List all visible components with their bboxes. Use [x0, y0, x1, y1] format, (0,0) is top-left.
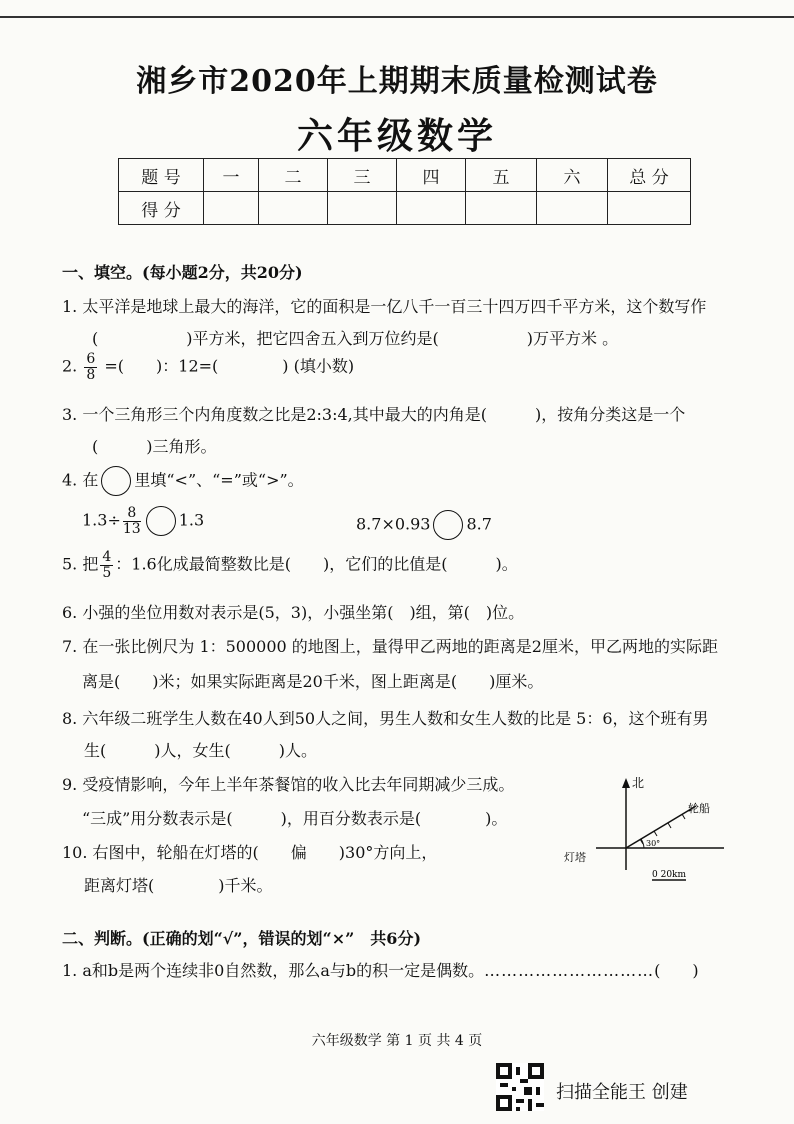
question-4-line-1: [62, 466, 304, 496]
question-number: 2.: [62, 356, 78, 376]
distance-tick: [682, 814, 685, 819]
score-blank[interactable]: [259, 192, 328, 225]
answer-paren[interactable]: ( ): [654, 961, 699, 980]
question-8-line-1: 8. 六年级二班学生人数在40人到50人之间，男生人数和女生人数的比是 5：6，这个班有男: [62, 709, 709, 728]
exam-subtitle: 六年级数学: [296, 115, 497, 157]
question-5: [62, 550, 518, 580]
question-4-line-2b: [356, 510, 492, 540]
ship-label: 轮船: [688, 802, 710, 815]
top-border-line: [0, 16, 794, 18]
question-10-line-1: 10. 右图中，轮船在灯塔的( 偏 )30°方向上，: [62, 843, 438, 862]
question-text: 1. a和b是两个连续非0自然数，那么a与b的积一定是偶数。: [62, 961, 485, 980]
ship-direction-line: [626, 806, 696, 848]
paren-text: )平方米，把它四舍五入到万位约是(: [186, 329, 439, 348]
north-label: 北: [632, 776, 645, 790]
score-cell: 二: [259, 159, 328, 192]
direction-diagram: [560, 770, 730, 890]
question-6: 6. 小强的坐位用数对表示是(5，3)，小强坐第( )组，第( )位。: [62, 603, 525, 622]
dot-leader: …………………………: [484, 961, 655, 980]
question-7-line-1: 7. 在一张比例尺为 1：500000 的地图上，量得甲乙两地的距离是2厘米，甲乙两地的实际距: [62, 637, 718, 656]
score-cell: 三: [328, 159, 397, 192]
question-text: ：1.6化成最简整数比是( )，它们的比值是( )。: [115, 554, 518, 574]
fraction-denominator: 8: [86, 366, 96, 383]
question-text: 里填“<”、“=”或“>”。: [134, 470, 304, 490]
question-1-line-2: [92, 326, 618, 349]
fraction: [100, 550, 113, 580]
question-9-line-2: “三成”用分数表示是( )，用百分数表示是( )。: [82, 809, 508, 828]
score-cell: 总 分: [608, 159, 691, 192]
score-cell: 六: [537, 159, 608, 192]
paren-text: (: [92, 329, 99, 348]
page-footer: 六年级数学 第 1 页 共 4 页: [311, 1033, 483, 1049]
question-text: 5. 把: [62, 554, 99, 574]
question-10-line-2: 距离灯塔( )千米。: [84, 876, 273, 895]
score-table-header-row: [119, 159, 691, 192]
question-3-line-2: ( )三角形。: [92, 437, 217, 456]
question-8-line-2: 生( )人，女生( )人。: [84, 741, 317, 760]
scale-label: 0 20km: [652, 870, 687, 880]
score-table-score-row: [119, 192, 691, 225]
answer-circle[interactable]: [101, 466, 131, 496]
distance-tick: [668, 823, 671, 828]
score-blank[interactable]: [397, 192, 466, 225]
score-blank[interactable]: [537, 192, 608, 225]
judgement-1: [62, 958, 699, 981]
expr-text: 1.3÷: [82, 510, 121, 530]
score-table: [118, 158, 691, 225]
question-2: [62, 352, 354, 382]
fraction-numerator: 6: [86, 351, 96, 367]
fraction: [84, 352, 97, 382]
expr-text: 1.3: [178, 510, 205, 530]
score-blank[interactable]: [204, 192, 259, 225]
angle-label: 30°: [646, 839, 661, 848]
score-cell: 得 分: [119, 192, 204, 225]
score-cell: 题 号: [119, 159, 204, 192]
question-text: 4. 在: [62, 470, 99, 490]
score-cell: 一: [204, 159, 259, 192]
question-text: =( )：12=( ) (填小数): [104, 356, 355, 376]
answer-circle[interactable]: [146, 506, 176, 536]
fraction-denominator: 13: [122, 520, 141, 537]
qr-code-icon: [496, 1063, 544, 1111]
paren-text: )万平方米 。: [526, 329, 619, 348]
north-arrow-icon: [622, 778, 630, 788]
score-cell: 四: [397, 159, 466, 192]
score-cell: 五: [466, 159, 537, 192]
answer-circle[interactable]: [433, 510, 463, 540]
fraction: [123, 506, 141, 536]
question-7-line-2: 离是( )米；如果实际距离是20千米，图上距离是( )厘米。: [82, 672, 544, 691]
expr-text: 8.7: [466, 514, 492, 534]
score-blank[interactable]: [466, 192, 537, 225]
section-2-heading: 二、判断。(正确的划“√”，错误的划“×” 共6分): [62, 929, 422, 948]
expr-text: 8.7×0.93: [356, 514, 431, 534]
score-blank[interactable]: [608, 192, 691, 225]
question-4-line-2a: [82, 506, 204, 536]
scanner-watermark: 扫描全能王 创建: [556, 1082, 688, 1103]
lighthouse-label: 灯塔: [564, 851, 586, 864]
question-1-line-1: 1. 太平洋是地球上最大的海洋，它的面积是一亿八千一百三十四万四千平方米，这个数写作: [62, 297, 707, 316]
fraction-numerator: 4: [102, 549, 112, 565]
question-3-line-1: 3. 一个三角形三个内角度数之比是2:3:4,其中最大的内角是( )，按角分类这是一个: [62, 405, 686, 424]
exam-title: 湘乡市2020年上期期末质量检测试卷: [136, 64, 658, 99]
fraction-denominator: 5: [102, 564, 112, 581]
fraction-numerator: 8: [123, 506, 141, 522]
distance-tick: [654, 831, 657, 836]
question-9-line-1: 9. 受疫情影响，今年上半年茶餐馆的收入比去年同期减少三成。: [62, 775, 515, 794]
score-blank[interactable]: [328, 192, 397, 225]
section-1-heading: 一、填空。(每小题2分，共20分): [62, 263, 303, 282]
